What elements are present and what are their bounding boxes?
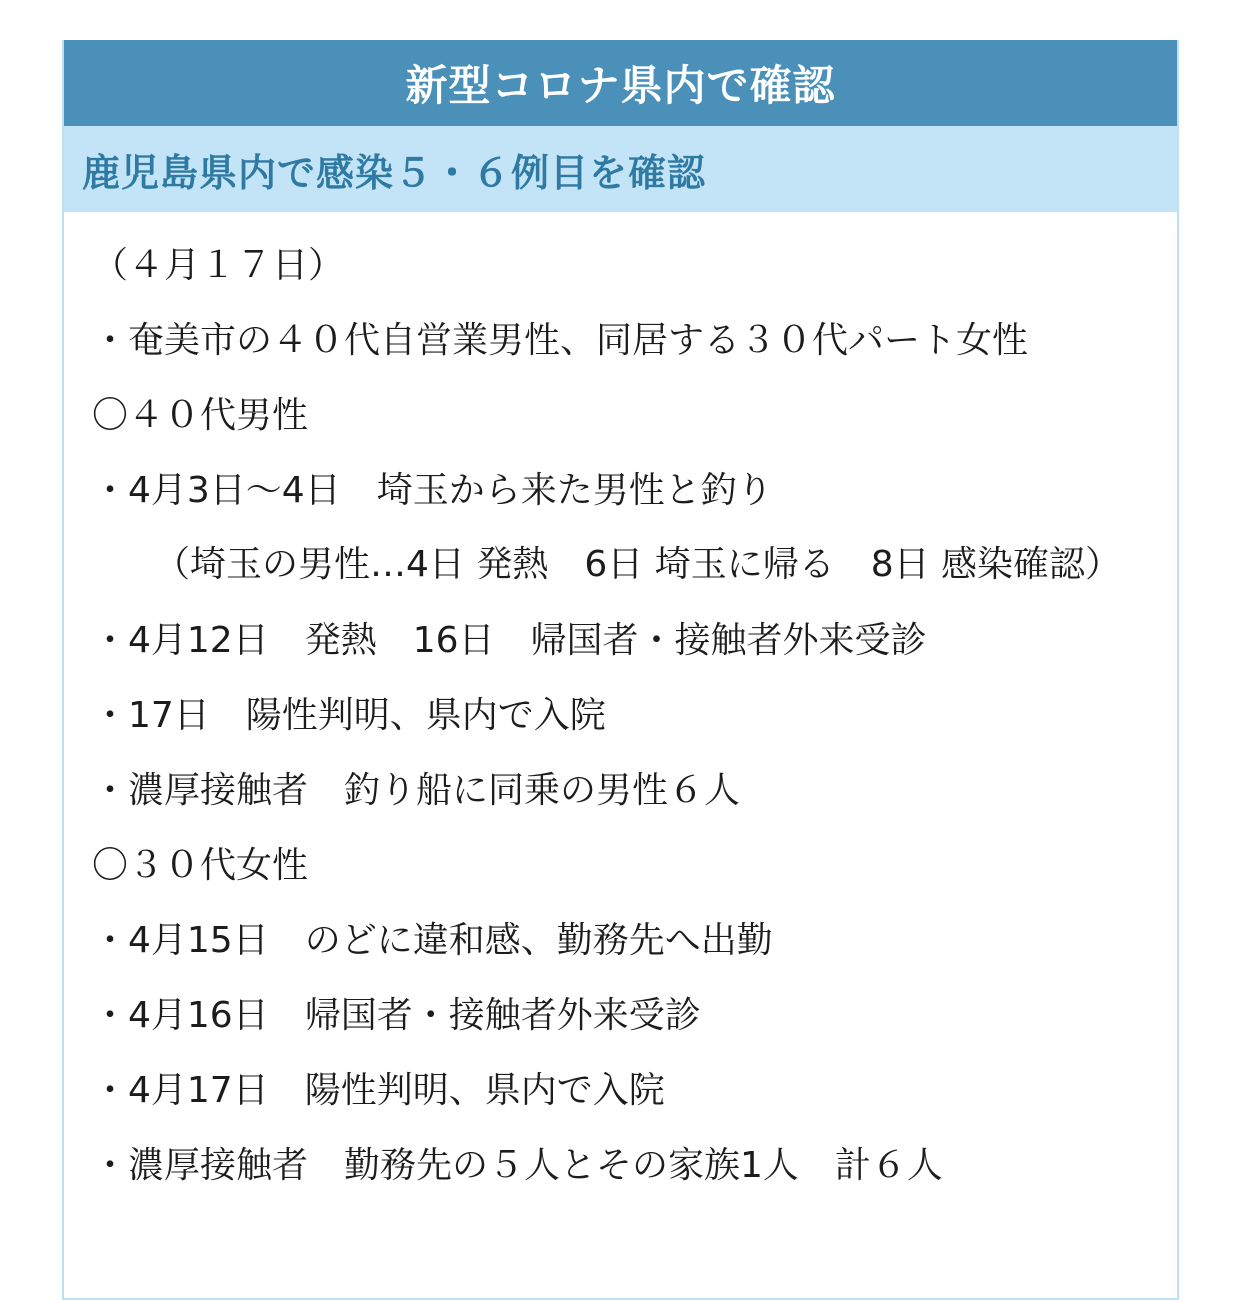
article-body <box>64 212 1177 1203</box>
list-item: ・濃厚接触者 勤務先の５人とその家族1人 計６人 <box>92 1145 943 1186</box>
list-item: ・4月12日 発熱 16日 帰国者・接触者外来受診 <box>92 620 927 661</box>
list-item: ・4月17日 陽性判明、県内で入院 <box>92 1070 665 1111</box>
card-title: 新型コロナ県内で確認 <box>405 61 836 110</box>
list-item: ・17日 陽性判明、県内で入院 <box>92 695 606 736</box>
list-item: ・4月3日～4日 埼玉から来た男性と釣り <box>92 470 773 511</box>
list-item-note: （埼玉の男性…4日 発熱 6日 埼玉に帰る 8日 感染確認） <box>154 544 1122 585</box>
card-subheader <box>64 126 1177 212</box>
date-line: （４月１７日） <box>92 245 345 286</box>
list-item: ・4月15日 のどに違和感、勤務先へ出勤 <box>92 920 773 961</box>
news-card <box>62 40 1179 1300</box>
section-heading-female: 〇３０代女性 <box>92 845 309 886</box>
article-headline: 鹿児島県内で感染５・６例目を確認 <box>82 150 707 195</box>
summary-line: ・奄美市の４０代自営業男性、同居する３０代パート女性 <box>92 320 1029 361</box>
section-heading-male: 〇４０代男性 <box>92 395 309 436</box>
list-item: ・濃厚接触者 釣り船に同乗の男性６人 <box>92 770 741 811</box>
list-item: ・4月16日 帰国者・接触者外来受診 <box>92 995 701 1036</box>
card-header <box>64 40 1177 126</box>
